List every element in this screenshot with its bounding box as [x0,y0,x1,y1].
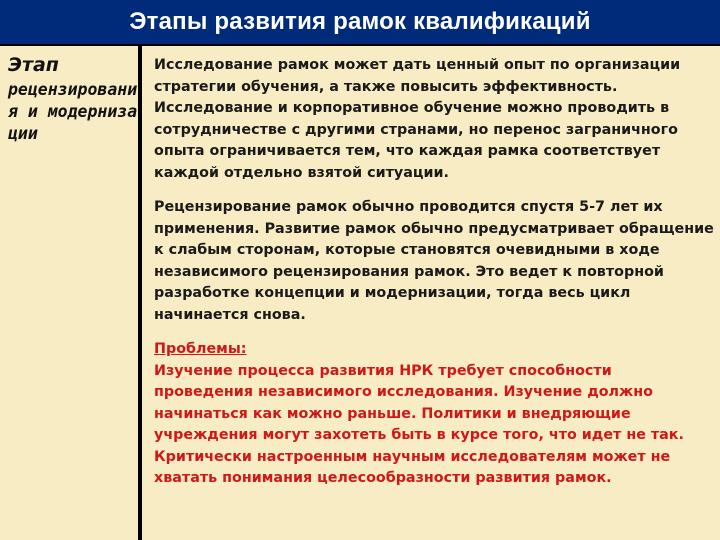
content-panel [140,44,720,540]
page-title: Этапы развития рамок квалификаций [0,0,720,44]
stage-label-rest: рецензирования и модернизации [8,80,138,143]
problems-text: Изучение процесса развития НРК требует способности проведения независимого исследования. Изучение должно начинаться как можно раньше. Политики и внедряющие учреждения могут захотеть быть в курсе того, что идет не так. Критически настроенным научным исследователям может не хватать понимания целесообразности развития рамок. [154,362,684,486]
stage-panel [0,44,140,540]
problems-heading: Проблемы: [154,341,247,357]
stage-label [8,53,138,145]
problems-block [154,339,714,490]
paragraph-review: Рецензирование рамок обычно проводится спустя 5-7 лет их применения. Развитие рамок обычно предусматривает обращение к слабым сторонам, которые становятся очевидными в ходе независимого рецензирования рамок. Это ведет к повторной разработке концепции и модернизации, тогда весь цикл начинается снова. [154,199,714,323]
stage-label-first-word: Этап [8,54,59,76]
paragraph-research: Исследование рамок может дать ценный опыт по организации стратегии обучения, а также повысить эффективность. Исследование и корпоративное обучение можно проводить в сотрудничестве с другими странами, но перенос заграничного опыта ограничивается тем, что каждая рамка соответствует каждой отдельно взятой ситуации. [154,57,681,181]
